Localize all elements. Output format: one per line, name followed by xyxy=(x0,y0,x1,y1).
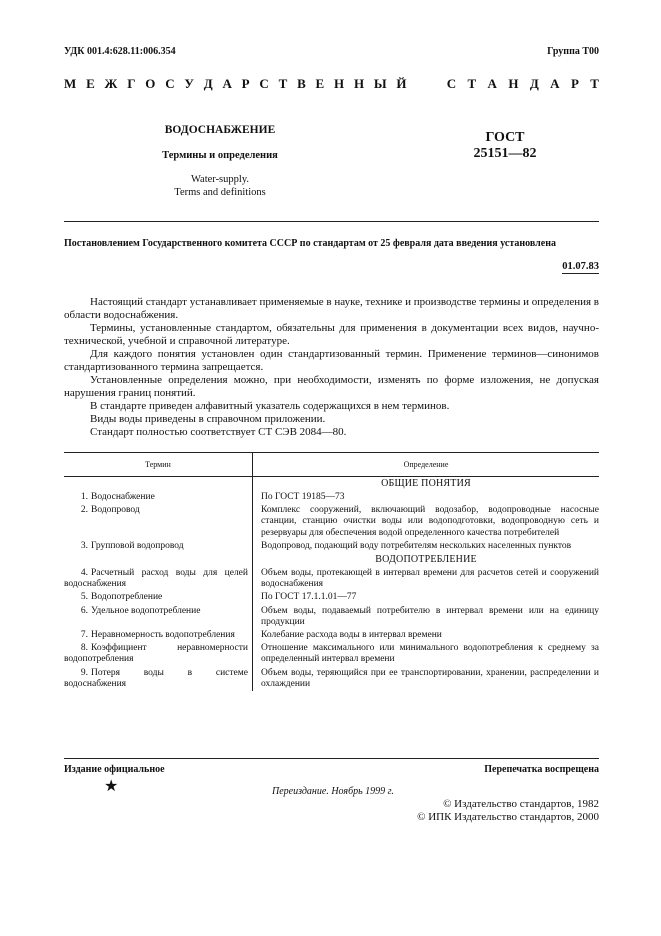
table-row xyxy=(64,642,599,666)
definition-cell: По ГОСТ 17.1.1.01—77 xyxy=(252,591,599,604)
term-text: Водоснабжение xyxy=(91,492,155,502)
intro-paragraph: В стандарте приведен алфавитный указатель содержащихся в нем терминов. xyxy=(90,400,450,412)
term-number: 9. xyxy=(80,667,88,678)
gost-designation xyxy=(450,130,560,162)
udk-code: УДК 001.4:628.11:006.354 xyxy=(64,46,176,57)
term-cell xyxy=(64,504,252,540)
official-edition: Издание официальное xyxy=(64,764,165,775)
term-number: 6. xyxy=(80,605,88,616)
star-icon: ★ xyxy=(104,778,119,795)
rows-consumption xyxy=(64,567,599,691)
subtitle-en: Terms and definitions xyxy=(174,187,266,198)
table-row xyxy=(64,629,599,642)
divider xyxy=(64,758,599,759)
table-row xyxy=(64,567,599,591)
intro-text xyxy=(64,296,599,439)
gost-number: 25151—82 xyxy=(473,146,537,161)
term-cell xyxy=(64,629,252,642)
term-text: Расчетный расход воды для целей водоснабжения xyxy=(64,568,248,590)
col-term-header: Термин xyxy=(64,453,253,476)
definition-cell: Объем воды, теряющийся при ее транспортировании, хранении, распределении и охлаждении xyxy=(252,667,599,691)
definition-cell: Объем воды, протекающей в интервал времени для расчетов сетей и сооружений водоснабжения xyxy=(252,567,599,591)
term-cell xyxy=(64,491,252,504)
term-cell xyxy=(64,540,252,553)
term-cell xyxy=(64,642,252,666)
term-text: Групповой водопровод xyxy=(91,540,184,551)
term-text: Водопотребление xyxy=(91,592,163,603)
section-consumption: ВОДОПОТРЕБЛЕНИЕ xyxy=(252,553,599,567)
term-cell xyxy=(64,591,252,604)
interstate-standard-banner xyxy=(64,76,599,92)
decree-text: Постановлением Государственного комитета СССР по стандартам от 25 февраля дата введения установлена xyxy=(64,238,556,249)
intro-paragraph: Виды воды приведены в справочном приложении. xyxy=(90,413,326,425)
term-number: 1. xyxy=(80,492,88,502)
standard-subtitle: Термины и определения xyxy=(162,150,278,161)
banner-word-interstate: М Е Ж Г О С У Д А Р С Т В Е Н Н Ы Й xyxy=(64,76,407,91)
divider xyxy=(64,221,599,222)
reprint-prohibited: Перепечатка воспрещена xyxy=(484,764,599,775)
term-text: Удельное водопотребление xyxy=(91,605,201,616)
term-number: 7. xyxy=(80,630,88,641)
table-row xyxy=(64,504,599,540)
term-text: Неравномерность водопотребления xyxy=(91,630,235,641)
term-text: Водопровод xyxy=(91,505,140,516)
table-row xyxy=(64,591,599,604)
intro-paragraph: Установленные определения можно, при необходимости, изменять по форме изложения, не допуская нарушения границ понятий. xyxy=(64,374,599,399)
table-row xyxy=(64,491,599,504)
term-number: 4. xyxy=(80,568,88,579)
term-number: 8. xyxy=(80,643,88,654)
effective-date: 01.07.83 xyxy=(562,261,599,272)
definition-cell: По ГОСТ 19185—73 xyxy=(252,491,599,504)
reissue-note: Переиздание. Ноябрь 1999 г. xyxy=(272,786,394,797)
term-number: 5. xyxy=(80,592,88,603)
table-row xyxy=(64,605,599,629)
intro-paragraph: Термины, установленные стандартом, обязательны для применения в документации всех видов, научно-технической, учебной и справочной литературе. xyxy=(64,322,599,347)
intro-paragraph: Стандарт полностью соответствует СТ СЭВ 2084—80. xyxy=(90,426,347,438)
intro-paragraph: Для каждого понятия установлен один стандартизованный термин. Применение терминов—синонимов стандартизованного термина запрещается. xyxy=(64,348,599,373)
table-row xyxy=(64,667,599,691)
terms-table xyxy=(64,452,599,691)
definition-cell: Объем воды, подаваемый потребителю в интервал времени или на единицу продукции xyxy=(252,605,599,629)
table-header xyxy=(64,452,599,477)
title-en: Water-supply. xyxy=(190,174,250,185)
table-row xyxy=(64,540,599,553)
col-def-header: Определение xyxy=(403,460,449,469)
definition-cell: Водопровод, подающий воду потребителям нескольких населенных пунктов xyxy=(252,540,599,553)
definition-cell: Колебание расхода воды в интервал времени xyxy=(252,629,599,642)
rows-general xyxy=(64,491,599,553)
intro-paragraph: Настоящий стандарт устанавливает применяемые в науке, технике и производстве термины и определения в области водоснабжения. xyxy=(64,296,599,321)
term-number: 3. xyxy=(80,540,88,551)
term-text: Коэффициент неравномерности водопотребления xyxy=(64,643,248,665)
copyright-1982: © Издательство стандартов, 1982 xyxy=(443,798,599,810)
section-general: ОБЩИЕ ПОНЯТИЯ xyxy=(252,477,599,491)
banner-word-standard: С Т А Н Д А Р Т xyxy=(446,76,599,91)
term-cell xyxy=(64,667,252,691)
group-code: Группа Т00 xyxy=(547,46,599,57)
definition-cell: Комплекс сооружений, включающий водозабор, водопроводные насосные станции, станцию очистки воды или водоподготовки, водопроводную сеть и резервуары для обеспечения водой определенного качества потребителей xyxy=(252,504,599,540)
standard-title-english xyxy=(120,173,320,199)
term-number: 2. xyxy=(80,505,88,516)
standard-title: ВОДОСНАБЖЕНИЕ xyxy=(164,124,276,136)
definition-cell: Отношение максимального или минимального водопотребления к среднему за определенный интервал времени xyxy=(252,642,599,666)
term-cell xyxy=(64,605,252,629)
gost-label: ГОСТ xyxy=(485,130,525,145)
term-text: Потеря воды в системе водоснабжения xyxy=(64,667,248,689)
copyright-2000: © ИПК Издательство стандартов, 2000 xyxy=(417,811,599,823)
term-cell xyxy=(64,567,252,591)
